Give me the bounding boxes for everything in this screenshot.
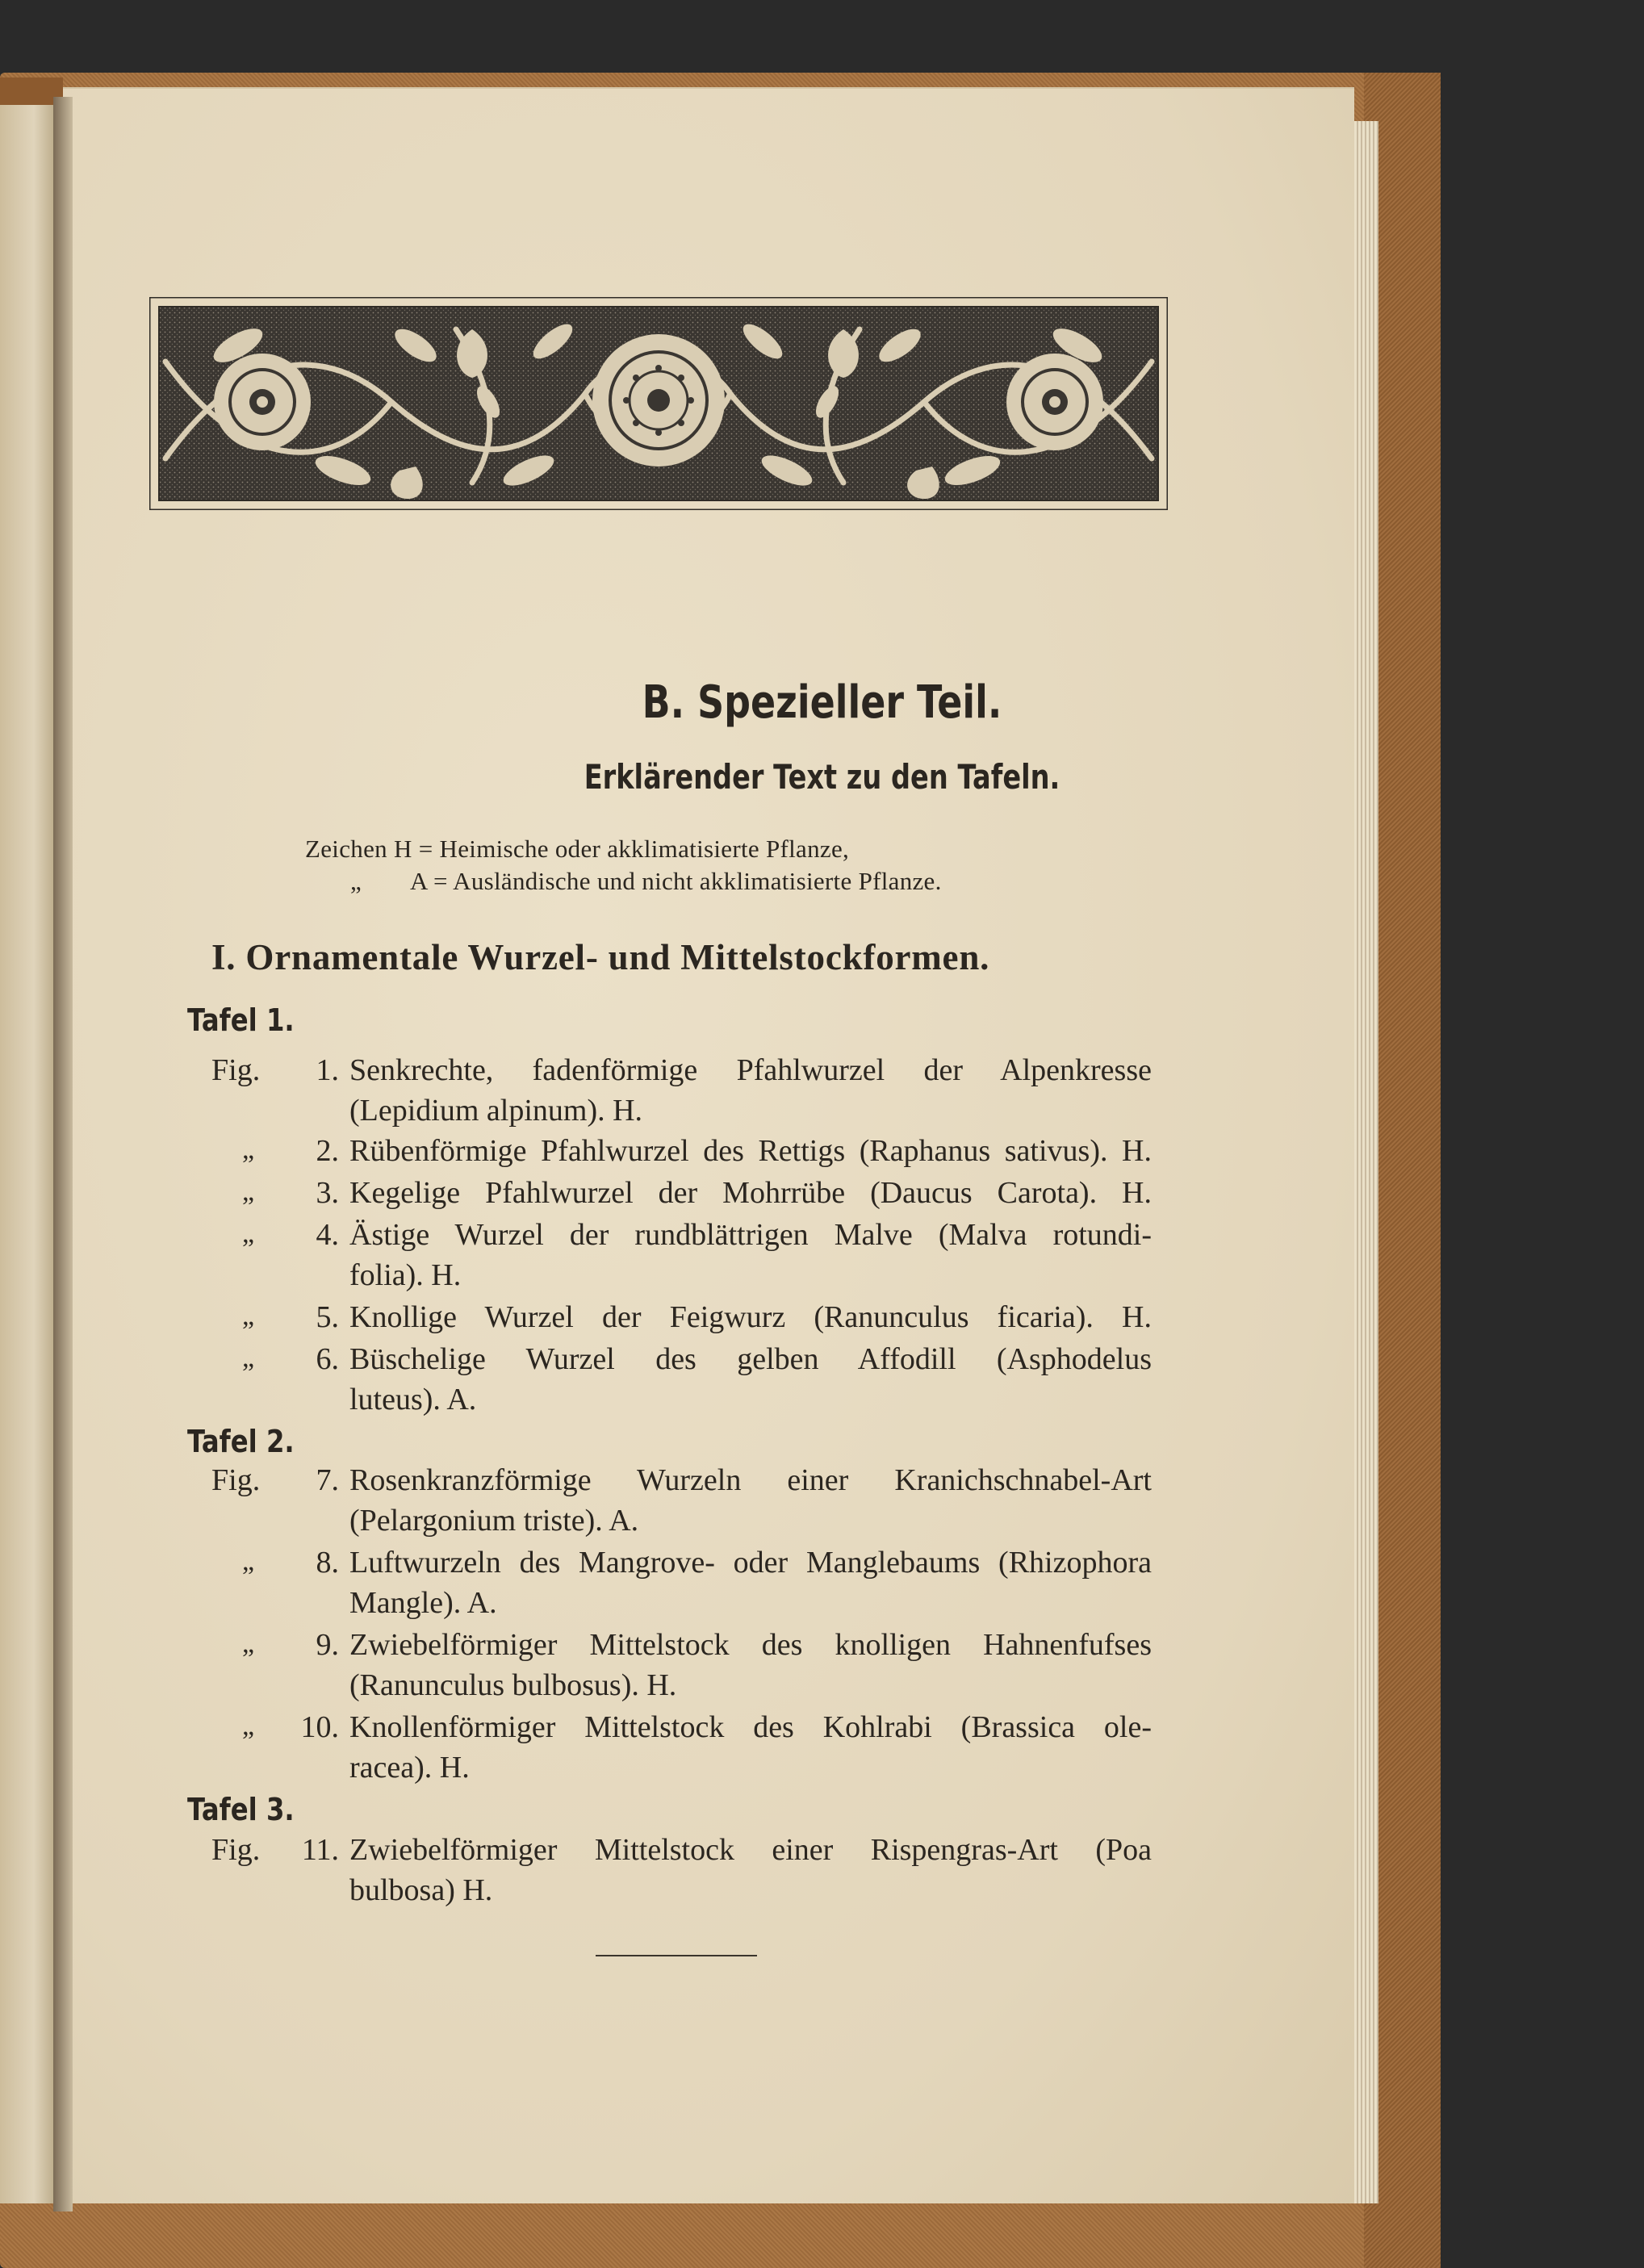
legend-line-1: Zeichen H = Heimische oder akklimatisierte Pflanze, (305, 835, 850, 863)
closing-rule (596, 1955, 757, 1956)
fig-number: 9. (316, 1628, 339, 1662)
fig-prefix: Fig. (211, 1463, 261, 1497)
ditto-mark: „ (242, 1629, 255, 1659)
fig-text-line: Knollenförmiger Mittelstock des Kohlrabi (Brassica ole- (349, 1710, 1152, 1744)
fig-prefix: Fig. (211, 1053, 261, 1087)
rose-center (592, 334, 725, 467)
ditto-mark: „ (242, 1135, 255, 1165)
fig-number: 1. (316, 1053, 339, 1087)
tafel-heading: Tafel 2. (187, 1424, 295, 1459)
fig-text-line: (Pelargonium triste). A. (349, 1504, 639, 1538)
fig-text-line: Luftwurzeln des Mangrove- oder Manglebaums (Rhizophora (349, 1546, 1152, 1580)
fig-text-line: Knollige Wurzel der Feigwurz (Ranunculus ficaria). H. (349, 1300, 1152, 1334)
fig-text-line: Kegelige Pfahlwurzel der Mohrrübe (Daucus Carota). H. (349, 1176, 1152, 1210)
tafel-heading: Tafel 1. (187, 1002, 295, 1038)
page-subtitle: Erklärender Text zu den Tafeln. (584, 757, 1060, 797)
fig-prefix: Fig. (211, 1833, 261, 1867)
ditto-mark: „ (242, 1711, 255, 1741)
fig-number: 5. (316, 1300, 339, 1334)
fig-number: 7. (316, 1463, 339, 1497)
fig-number: 8. (316, 1546, 339, 1580)
fig-text-line: Senkrechte, fadenförmige Pfahlwurzel der Alpenkresse (349, 1053, 1152, 1087)
legend-ditto-mark: „ (350, 867, 362, 895)
left-page-edge (0, 105, 56, 2203)
fig-number: 11. (301, 1833, 339, 1867)
ditto-mark: „ (242, 1546, 255, 1576)
fig-text-line: Mangle). A. (349, 1586, 497, 1620)
fig-text-line: Rübenförmige Pfahlwurzel des Rettigs (Raphanus sativus). H. (349, 1134, 1152, 1168)
fig-number: 2. (316, 1134, 339, 1168)
fig-number: 4. (316, 1218, 339, 1252)
fig-text-line: bulbosa) H. (349, 1873, 493, 1907)
fig-number: 3. (316, 1176, 339, 1210)
rose-left (214, 354, 311, 450)
ditto-mark: „ (242, 1301, 255, 1331)
fig-text-line: (Ranunculus bulbosus). H. (349, 1668, 677, 1702)
fig-number: 6. (316, 1342, 339, 1376)
tafel-heading: Tafel 3. (187, 1792, 295, 1827)
section-title: I. Ornamentale Wurzel- und Mittelstockformen. (211, 937, 990, 977)
fig-text-line: luteus). A. (349, 1383, 477, 1416)
fig-text-line: (Lepidium alpinum). H. (349, 1094, 643, 1128)
legend-line-2: A = Ausländische und nicht akklimatisierte Pflanze. (410, 867, 942, 895)
page-gutter (53, 97, 73, 2212)
page-title: B. Spezieller Teil. (642, 676, 1002, 729)
ditto-mark: „ (242, 1343, 255, 1373)
fig-number: 10. (300, 1710, 339, 1744)
floral-ornament-band (149, 297, 1168, 510)
ditto-mark: „ (242, 1219, 255, 1249)
fig-text-line: Ästige Wurzel der rundblättrigen Malve (Malva rotundi- (349, 1218, 1152, 1252)
fig-text-line: Zwiebelförmiger Mittelstock einer Rispengras-Art (Poa (349, 1833, 1152, 1867)
fig-text-line: Rosenkranzförmige Wurzeln einer Kranichschnabel-Art (349, 1463, 1152, 1497)
rose-right (1006, 354, 1103, 450)
fig-text-line: Büschelige Wurzel des gelben Affodill (Asphodelus (349, 1342, 1152, 1376)
fig-text-line: folia). H. (349, 1258, 462, 1292)
fig-text-line: racea). H. (349, 1751, 470, 1785)
fig-text-line: Zwiebelförmiger Mittelstock des knolligen Hahnenfufses (349, 1628, 1152, 1662)
ditto-mark: „ (242, 1177, 255, 1207)
